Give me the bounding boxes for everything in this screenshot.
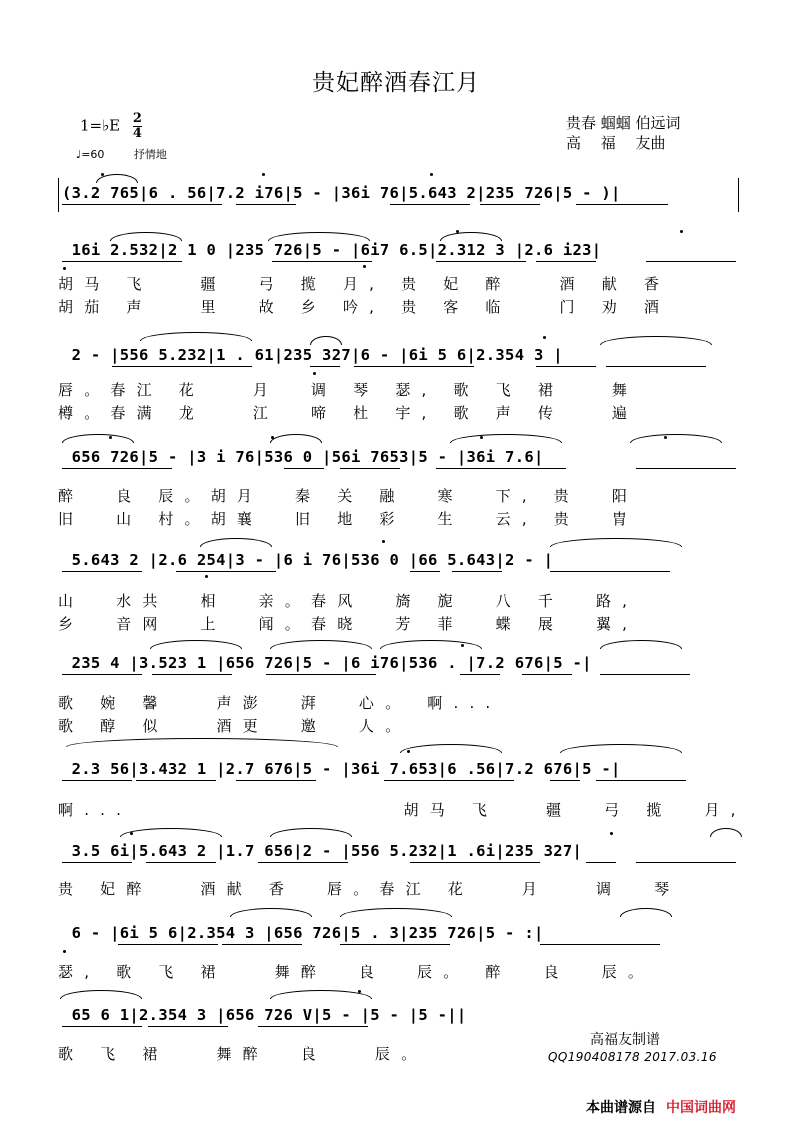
notation-text: 2 - |556 5.232|1 . 61|235 327|6 - |6i 5 6|2.354 3 |	[62, 346, 563, 364]
lyric-line-5a: 歌 婉 馨 声澎 湃 心。 啊...	[58, 694, 502, 712]
music-line-3	[58, 340, 742, 376]
key-label: 1=♭E	[80, 116, 121, 135]
lyric-line-9: 歌 飞 裙 舞醉 良 辰。	[58, 1045, 428, 1063]
time-denominator: 4	[132, 126, 142, 141]
lyric-line-4a: 山 水共 相 亲。春风 旖 旎 八 千 路,	[58, 592, 639, 610]
music-line-9	[58, 918, 742, 954]
lyric-line-1a: 胡马 飞 疆 弓 揽 月, 贵 妃 醉 酒 献 香	[58, 275, 671, 293]
lyric-line-8: 瑟, 歌 飞 裙 舞醉 良 辰。 醉 良 辰。	[58, 963, 655, 981]
site-name[interactable]: 中国词曲网	[666, 1100, 736, 1116]
music-line-5	[58, 545, 742, 581]
lyric-line-1b: 胡茄 声 里 故 乡 吟, 贵 客 临 门 劝 酒	[58, 298, 671, 316]
notation-text: 6 - |6i 5 6|2.354 3 |656 726|5 . 3|235 726|5 - :|	[62, 924, 544, 942]
lyric-line-6: 啊... 胡马 飞 疆 弓 揽 月,	[58, 801, 747, 819]
music-line-10	[58, 1000, 558, 1036]
song-title: 贵妃醉酒春江月	[312, 70, 480, 96]
contact-date: QQ190408178 2017.03.16	[548, 1050, 717, 1064]
lyric-line-3b: 旧 山 村。胡襄 旧 地 彩 生 云, 贵 胄	[58, 510, 639, 528]
lyric-line-2b: 樽。春满 龙 江 啼 杜 宇, 歌 声 传 遍	[58, 404, 639, 422]
source-label: 本曲谱源自	[586, 1100, 656, 1116]
key-signature	[80, 112, 142, 141]
notation-text: 235 4 |3.523 1 |656 726|5 - |6 i76|536 . |7.2 676|5 -|	[62, 654, 592, 672]
lyric-line-2a: 唇。春江 花 月 调 琴 瑟, 歌 飞 裙 舞	[58, 381, 639, 399]
notation-text: 65 6 1|2.354 3 |656 726 V|5 - |5 - |5 -||	[62, 1006, 467, 1024]
notation-text: (3.2 765|6 . 56|7.2 i76|5 - |36i 76|5.643 2|235 726|5 - )|	[62, 184, 621, 202]
lyric-line-7: 贵 妃醉 酒献 香 唇。春江 花 月 调 琴	[58, 880, 681, 898]
lyric-line-4b: 乡 音网 上 闻。春晓 芳 菲 蝶 展 翼,	[58, 615, 639, 633]
music-line-1	[58, 178, 742, 214]
notation-text: 656 726|5 - |3 i 76|536 0 |56i 7653|5 - |36i 7.6|	[62, 448, 544, 466]
music-line-8	[58, 836, 742, 872]
expression-marking: 抒情地	[133, 148, 167, 161]
tempo-marking	[76, 146, 167, 162]
lyricist-credit: 贵春 蝈蝈 伯远词	[566, 114, 681, 132]
notation-text: 16i 2.532|2 1 0 |235 726|5 - |6i7 6.5|2.312 3 |2.6 i23|	[62, 241, 602, 259]
lyric-line-3a: 醉 良 辰。胡月 秦 关 融 寒 下, 贵 阳	[58, 487, 639, 505]
time-numerator: 2	[132, 111, 142, 126]
source-watermark	[586, 1097, 736, 1117]
arranger-credit: 高福友制谱	[590, 1032, 660, 1048]
notation-text: 3.5 6i|5.643 2 |1.7 656|2 - |556 5.232|1 .6i|235 327|	[62, 842, 583, 860]
music-line-4	[58, 442, 742, 478]
time-signature	[133, 112, 142, 141]
credits	[566, 113, 681, 153]
notation-text: 5.643 2 |2.6 254|3 - |6 i 76|536 0 |66 5.643|2 - |	[62, 551, 554, 569]
lyric-line-5b: 歌 醇 似 酒更 邀 人。	[58, 717, 412, 735]
tempo-value: ♩=60	[76, 148, 105, 161]
composer-credit: 高 福 友曲	[566, 134, 666, 152]
music-line-6	[58, 648, 742, 684]
music-line-7	[58, 754, 742, 790]
notation-text: 2.3 56|3.432 1 |2.7 676|5 - |36i 7.653|6 .56|7.2 676|5 -|	[62, 760, 621, 778]
